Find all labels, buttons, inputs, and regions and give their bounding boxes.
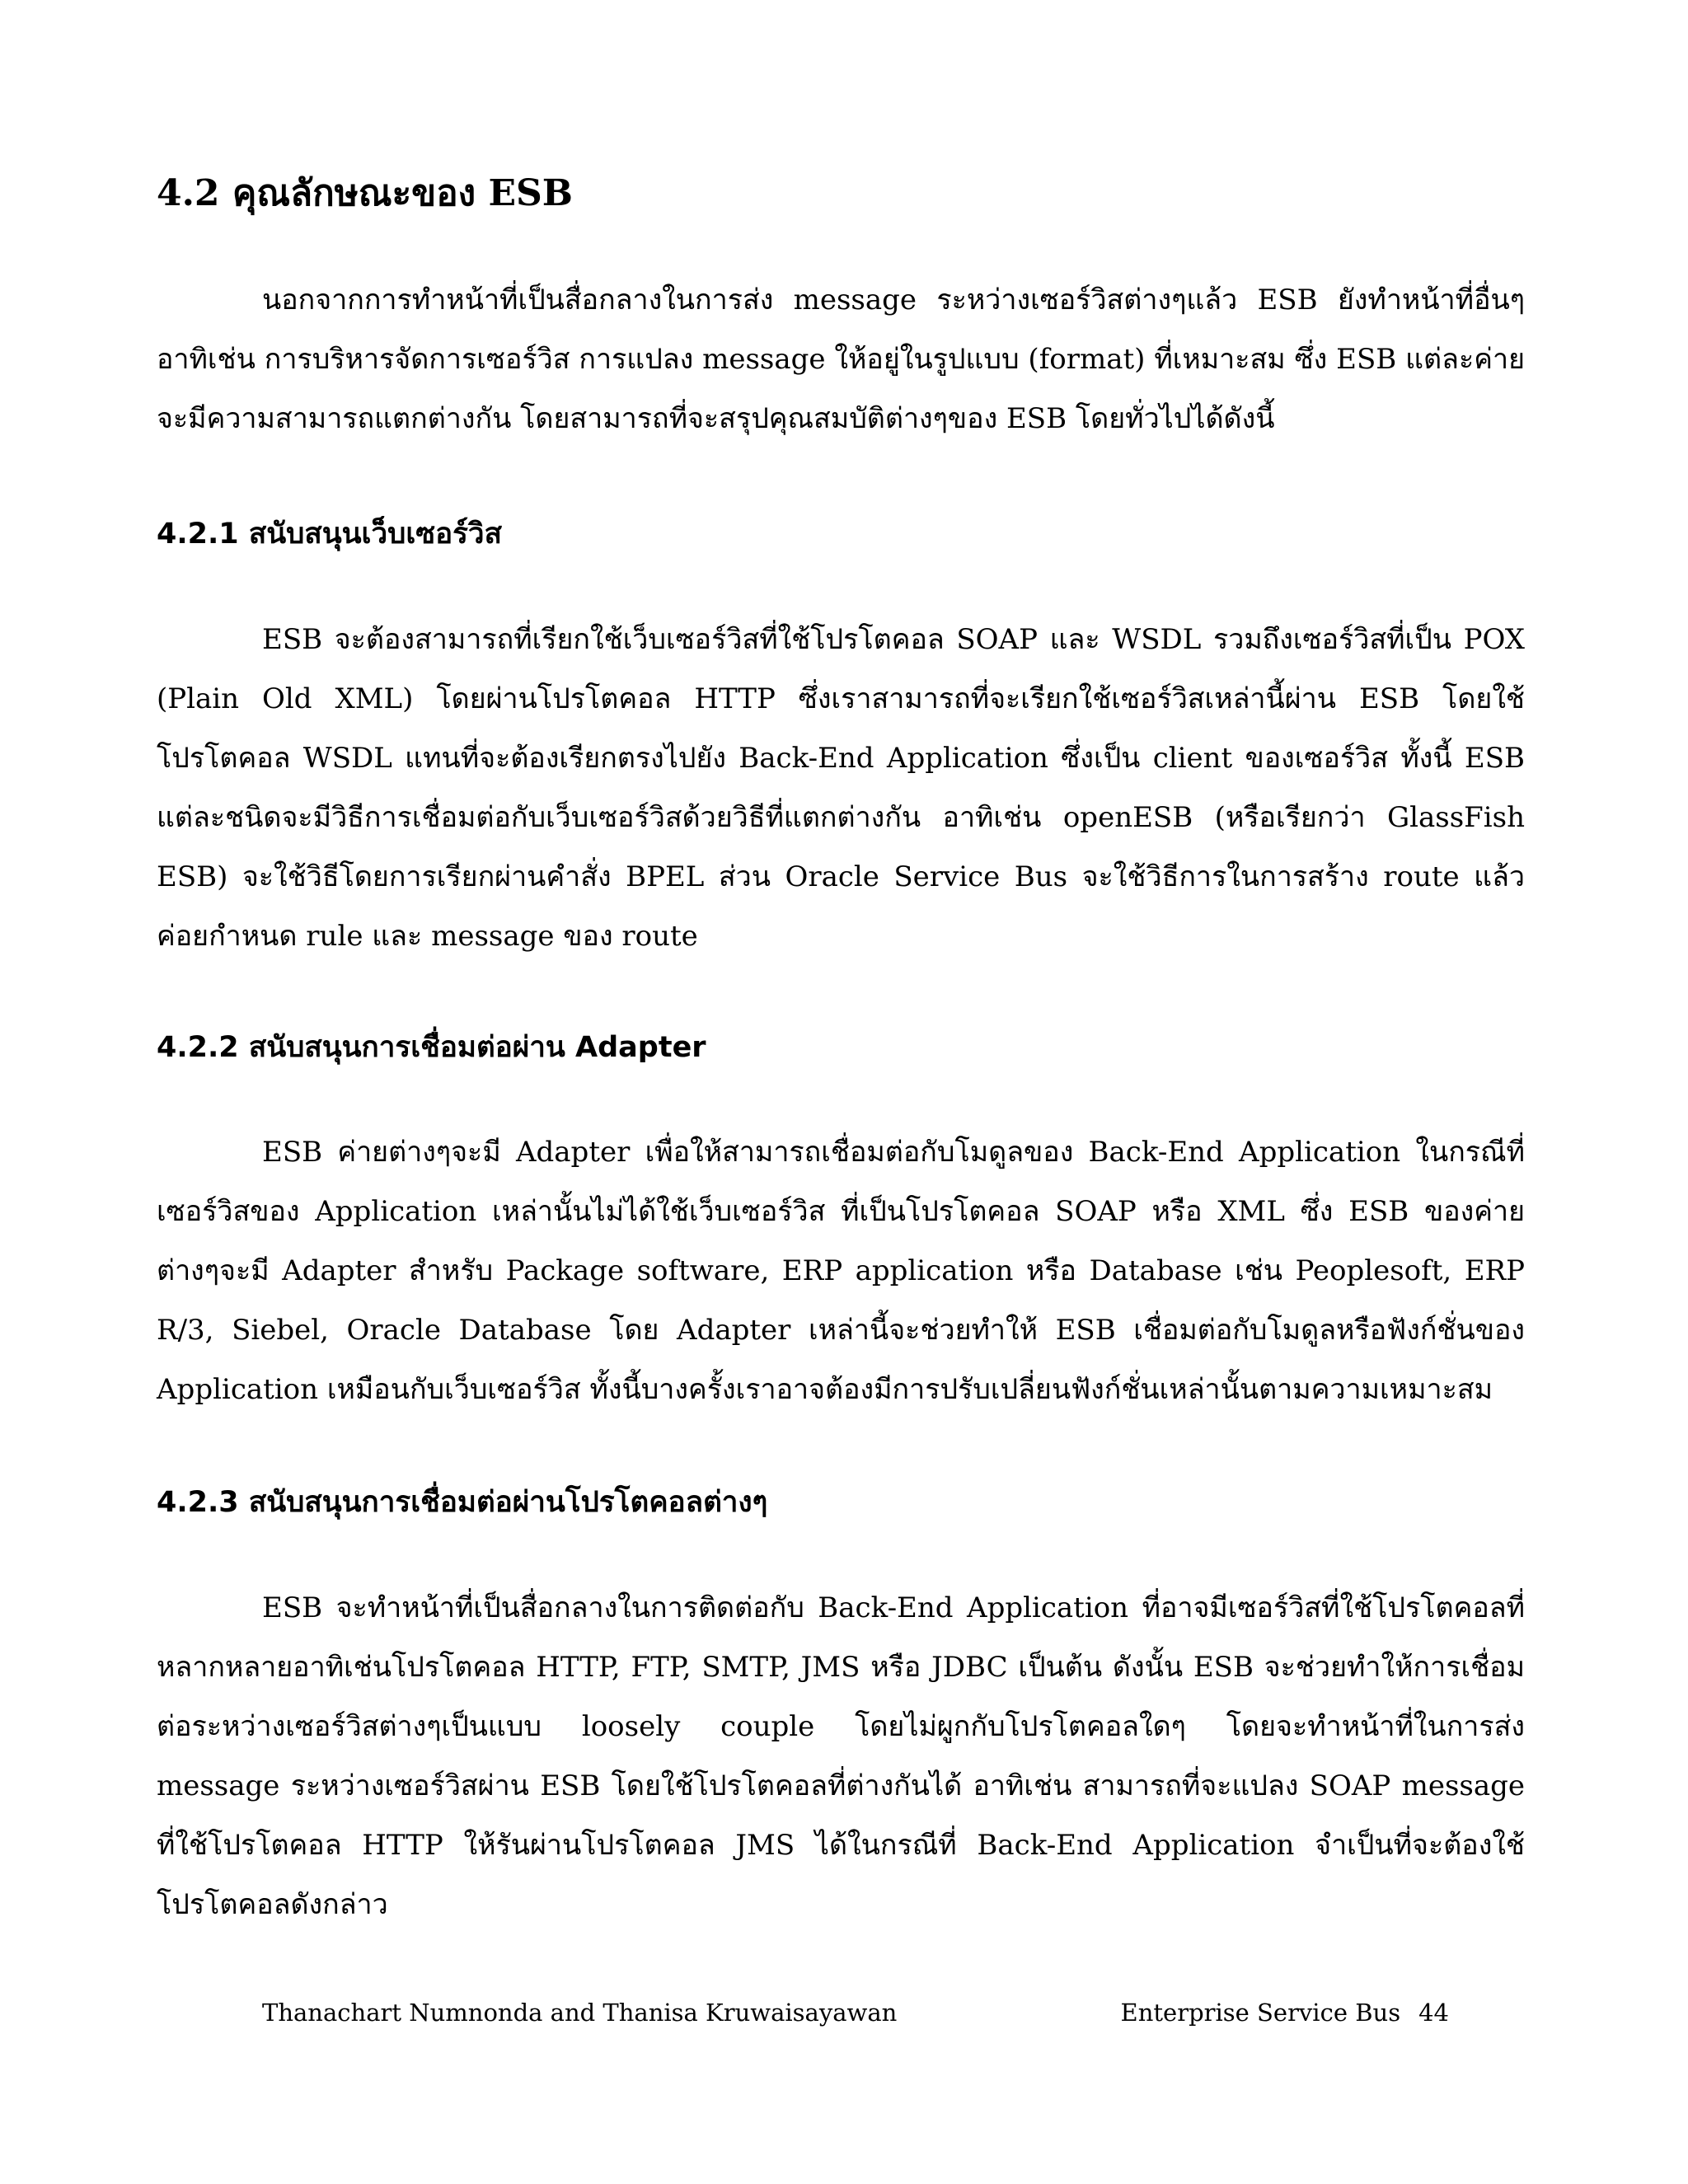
footer-page-number: 44 xyxy=(1418,1999,1449,2027)
section-intro-paragraph: นอกจากการทำหน้าที่เป็นสื่อกลางในการส่ง message ระหว่างเซอร์วิสต่างๆแล้ว ESB ยังทำหน้าที่อื่นๆอาทิเช่น การบริหารจัดการเซอร์วิส การแปลง message ให้อยู่ในรูปแบบ (format) ที่เหมาะสม ซึ่ง ESB แต่ละค่ายจะมีความสามารถแตกต่างกัน โดยสามารถที่จะสรุปคุณสมบัติต่างๆของ ESB โดยทั่วไปได้ดังนี้ xyxy=(157,284,1525,435)
footer-authors: Thanachart Numnonda and Thanisa Kruwaisayawan xyxy=(262,1999,898,2027)
subsection-title-adapter: 4.2.2 สนับสนุนการเชื่อมต่อผ่าน Adapter xyxy=(157,1031,706,1064)
subsection-title-protocols: 4.2.3 สนับสนุนการเชื่อมต่อผ่านโปรโตคอลต่างๆ xyxy=(157,1486,768,1519)
footer-book-title: Enterprise Service Bus xyxy=(1120,1999,1401,2027)
subsection-title-web-service: 4.2.1 สนับสนุนเว็บเซอร์วิส xyxy=(157,518,502,551)
subsection-body-web-service: ESB จะต้องสามารถที่เรียกใช้เว็บเซอร์วิสที่ใช้โปรโตคอล SOAP และ WSDL รวมถึงเซอร์วิสที่เป็น POX (Plain Old XML) โดยผ่านโปรโตคอล HTTP ซึ่งเราสามารถที่จะเรียกใช้เซอร์วิสเหล่านี้ผ่าน ESB โดยใช้โปรโตคอล WSDL แทนที่จะต้องเรียกตรงไปยัง Back-End Application ซึ่งเป็น client ของเซอร์วิส ทั้งนี้ ESB แต่ละชนิดจะมีวิธีการเชื่อมต่อกับเว็บเซอร์วิสด้วยวิธีที่แตกต่างกัน อาทิเช่น openESB (หรือเรียกว่า GlassFish ESB) จะใช้วิธีโดยการเรียกผ่านคำสั่ง BPEL ส่วน Oracle Service Bus จะใช้วิธีการในการสร้าง route แล้วค่อยกำหนด rule และ message ของ route xyxy=(157,623,1525,953)
section-title: 4.2 คุณลักษณะของ ESB xyxy=(157,172,573,214)
subsection-body-protocols: ESB จะทำหน้าที่เป็นสื่อกลางในการติดต่อกับ Back-End Application ที่อาจมีเซอร์วิสที่ใช้โปรโตคอลที่หลากหลายอาทิเช่นโปรโตคอล HTTP, FTP, SMTP, JMS หรือ JDBC เป็นต้น ดังนั้น ESB จะช่วยทำให้การเชื่อมต่อระหว่างเซอร์วิสต่างๆเป็นแบบ loosely couple โดยไม่ผูกกับโปรโตคอลใดๆ โดยจะทำหน้าที่ในการส่ง message ระหว่างเซอร์วิสผ่าน ESB โดยใช้โปรโตคอลที่ต่างกันได้ อาทิเช่น สามารถที่จะแปลง SOAP message ที่ใช้โปรโตคอล HTTP ให้รันผ่านโปรโตคอล JMS ได้ในกรณีที่ Back-End Application จำเป็นที่จะต้องใช้โปรโตคอลดังกล่าว xyxy=(157,1591,1525,1921)
subsection-body-adapter: ESB ค่ายต่างๆจะมี Adapter เพื่อให้สามารถเชื่อมต่อกับโมดูลของ Back-End Application ในกรณีที่เซอร์วิสของ Application เหล่านั้นไม่ได้ใช้เว็บเซอร์วิส ที่เป็นโปรโตคอล SOAP หรือ XML ซึ่ง ESB ของค่ายต่างๆจะมี Adapter สำหรับ Package software, ERP application หรือ Database เช่น Peoplesoft, ERP R/3, Siebel, Oracle Database โดย Adapter เหล่านี้จะช่วยทำให้ ESB เชื่อมต่อกับโมดูลหรือฟังก์ชั่นของ Application เหมือนกับเว็บเซอร์วิส ทั้งนี้บางครั้งเราอาจต้องมีการปรับเปลี่ยนฟังก์ชั่นเหล่านั้นตามความเหมาะสม xyxy=(157,1136,1525,1406)
footer-right xyxy=(1121,1996,1449,2029)
